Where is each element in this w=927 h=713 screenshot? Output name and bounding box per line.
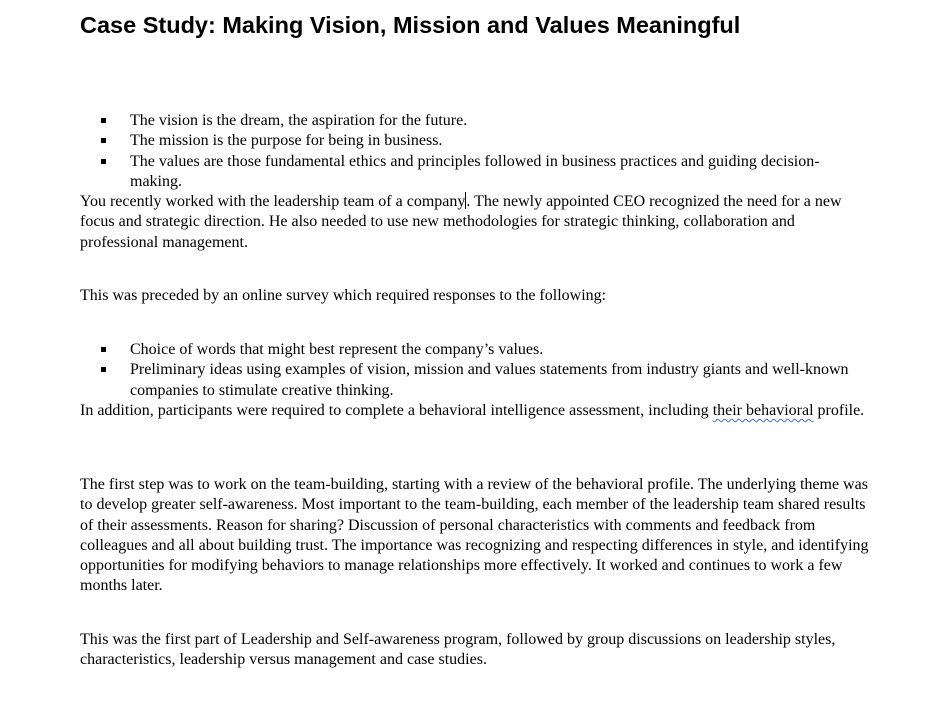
list-item: Choice of words that might best represent the company’s values. [80, 340, 870, 360]
square-bullet-icon [101, 367, 106, 372]
paragraph-survey-intro-block [80, 286, 870, 306]
paragraph-assessment: In addition, participants were required to complete a behavioral intelligence assessment, including their behavioral profile. [80, 401, 865, 419]
list-item: The values are those fundamental ethics and principles followed in business practices and guiding decision-making. [80, 152, 870, 193]
paragraph-team-building-block [80, 475, 870, 597]
list-item: Preliminary ideas using examples of vision, mission and values statements from industry giants and well-known companies to stimulate creative thinking. [80, 360, 870, 401]
square-bullet-icon [101, 138, 106, 143]
document-title: Case Study: Making Vision, Mission and Values Meaningful [80, 12, 741, 38]
spelling-flag[interactable]: their behavioral [712, 401, 814, 419]
square-bullet-icon [101, 159, 106, 164]
list-item: The mission is the purpose for being in business. [80, 131, 870, 151]
paragraph-leadership-team: You recently worked with the leadership team of a company. The newly appointed CEO recognized the need for a new focus and strategic direction. He also needed to use new methodologies for strategic thinking, collaboration and professional management. [80, 193, 842, 251]
paragraph-program-block [80, 630, 870, 671]
paragraph-survey-intro: This was preceded by an online survey which required responses to the following: [80, 287, 607, 304]
square-bullet-icon [101, 118, 106, 123]
bullet-list-survey [80, 340, 870, 421]
bullet-list-definitions [80, 111, 870, 253]
list-item: The vision is the dream, the aspiration for the future. [80, 111, 870, 131]
paragraph-program: This was the first part of Leadership and Self-awareness program, followed by group discussions on leadership styles, characteristics, leadership versus management and case studies. [80, 631, 836, 669]
paragraph-team-building: The first step was to work on the team-building, starting with a review of the behavioral profile. The underlying theme was to develop greater self-awareness. Most important to the team-building, each member of the leadership team shared results of their assessments. Reason for sharing? Discussion of personal characteristics with comments and feedback from colleagues and all about building trust. The importance was recognizing and respecting differences in style, and identifying opportunities for modifying behaviors to manage relationships more effectively. It worked and continues to work a few months later. [80, 476, 869, 595]
square-bullet-icon [101, 347, 106, 352]
